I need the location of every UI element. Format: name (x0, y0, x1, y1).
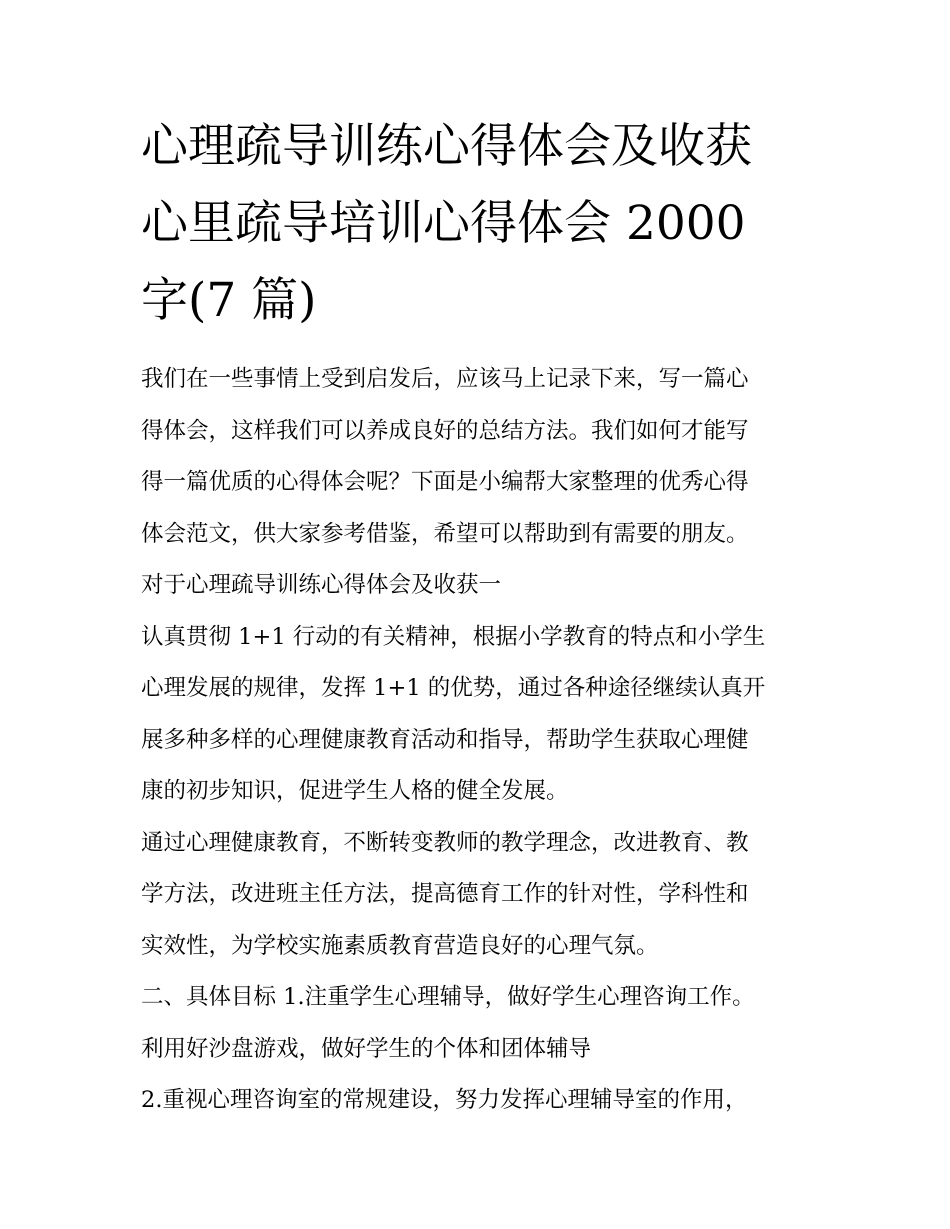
section-heading: 对于心理疏导训练心得体会及收获一 (141, 572, 502, 598)
body-line: 心理发展的规律，发挥 1+1 的优势，通过各种途径继续认真开 (141, 675, 766, 701)
body-line: 我们在一些事情上受到启发后，应该马上记录下来，写一篇心 (141, 366, 749, 392)
document-body (141, 354, 813, 1127)
title-line-2: 心里疏导培训心得体会 2000 (141, 196, 746, 251)
title-line-3: 字(7 篇) (141, 273, 317, 328)
body-line: 康的初步知识，促进学生人格的健全发展。 (141, 778, 569, 804)
body-line: 得一篇优质的心得体会呢？下面是小编帮大家整理的优秀心得 (141, 469, 749, 495)
document-title (141, 108, 821, 339)
title-line-1: 心理疏导训练心得体会及收获 (141, 119, 752, 174)
body-line: 通过心理健康教育，不断转变教师的教学理念，改进教育、教 (141, 829, 749, 856)
body-line: 学方法，改进班主任方法，提高德育工作的针对性，学科性和 (141, 881, 749, 907)
body-line: 利用好沙盘游戏，做好学生的个体和团体辅导 (141, 1035, 592, 1062)
body-line: 2.重视心理咨询室的常规建设，努力发挥心理辅导室的作用， (141, 1087, 748, 1113)
body-line: 体会范文，供大家参考借鉴，希望可以帮助到有需要的朋友。 (141, 520, 749, 547)
body-line: 认真贯彻 1+1 行动的有关精神，根据小学教育的特点和小学生 (141, 623, 766, 650)
body-line: 展多种多样的心理健康教育活动和指导，帮助学生获取心理健 (141, 726, 749, 753)
body-line: 实效性，为学校实施素质教育营造良好的心理气氛。 (141, 932, 659, 959)
body-line: 得体会，这样我们可以养成良好的总结方法。我们如何才能写 (141, 417, 749, 444)
body-line: 二、具体目标 1.注重学生心理辅导，做好学生心理咨询工作。 (141, 984, 755, 1010)
